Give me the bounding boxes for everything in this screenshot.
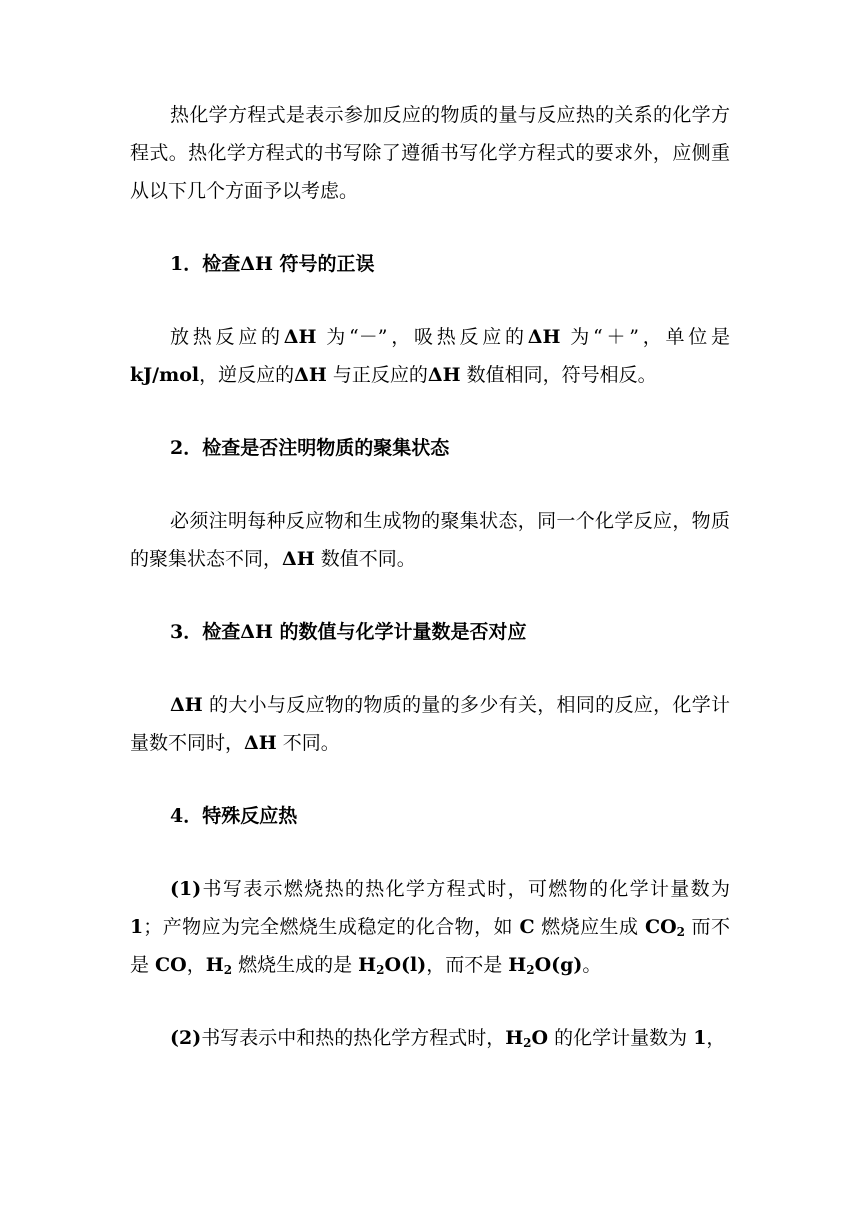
section-3-title: 检查ΔH 的数值与化学计量数是否对应 [202,621,527,643]
number-text: 1 [693,1027,707,1049]
text-run: 为“－”，吸热反应的 [316,326,528,348]
text-run: ， [706,1027,726,1049]
formula-h2o-gas [508,954,582,976]
text-run: 的大小与反应物的物质的量的多少有关，相同的反应，化学计量数不同时， [130,694,730,754]
text-run: 书写表示中和热的热化学方程式时， [201,1027,506,1049]
formula-subscript: 2 [523,1036,532,1050]
text-run: ；产物应为完全燃烧生成稳定的化合物，如 [143,916,520,938]
formula-part: O(g) [534,954,583,976]
intro-text: 热化学方程式是表示参加反应的物质的量与反应热的关系的化学方程式。热化学方程式的书写除了遵循书写化学方程式的要求外，应侧重从以下几个方面予以考虑。 [130,104,730,202]
text-run: 。 [582,954,602,976]
delta-h: ΔH [170,694,203,716]
formula-part: CO [644,916,677,938]
number-text: 1 [130,916,144,938]
section-4-number: 4． [170,805,203,827]
formula-part: H [358,954,377,976]
intro-paragraph [130,96,730,210]
formula-part: O(l) [384,954,427,976]
section-1-number: 1． [170,253,203,275]
text-run: ， [186,954,206,976]
text-run: 燃烧生成的是 [232,954,359,976]
formula-part: H [505,1027,524,1049]
delta-h: ΔH [283,326,317,348]
formula-subscript: 2 [526,963,535,977]
text-run: 为“＋”，单位是 [560,326,731,348]
formula-c: C [519,916,535,938]
delta-h: ΔH [527,326,561,348]
section-4-item-2 [130,1019,730,1057]
text-run: 不同。 [276,732,340,754]
text-run: 与正反应的 [326,364,428,386]
text-run: 的化学计量数为 [548,1027,694,1049]
formula-part: O [531,1027,549,1049]
text-run: 而不是 [130,916,730,976]
section-3-body [130,686,730,762]
text-run: 燃烧应生成 [534,916,645,938]
section-1-heading [130,245,730,283]
section-2-title: 检查是否注明物质的聚集状态 [202,437,450,459]
unit-text: kJ/mol [130,364,200,386]
delta-h: ΔH [244,732,277,754]
item-label: (1) [170,878,202,900]
text-run: 必须注明每种反应物和生成物的聚集状态，同一个化学反应，物质的聚集状态不同， [130,510,730,570]
text-run: ，逆反应的 [199,364,295,386]
delta-h: ΔH [282,548,315,570]
text-run: ，而不是 [426,954,509,976]
section-1-title: 检查ΔH 符号的正误 [202,253,375,275]
formula-part: H [508,954,527,976]
formula-h2o [505,1027,548,1049]
item-label: (2) [170,1027,202,1049]
text-run: 数值不同。 [314,548,416,570]
section-2-heading [130,429,730,467]
text-run: 书写表示燃烧热的热化学方程式时，可燃物的化学计量数为 [201,878,730,900]
text-run: 数值相同，符号相反。 [460,364,657,386]
text-run: 放热反应的 [170,326,284,348]
formula-co: CO [155,954,187,976]
formula-part: H [205,954,224,976]
section-2-number: 2． [170,437,203,459]
section-2-body [130,502,730,578]
section-4-title: 特殊反应热 [202,805,298,827]
section-4-heading [130,797,730,835]
section-1-body [130,318,730,394]
formula-h2o-liquid [358,954,426,976]
delta-h: ΔH [294,364,327,386]
delta-h: ΔH [427,364,461,386]
formula-subscript: 2 [223,963,233,977]
formula-co2 [645,916,685,938]
formula-subscript: 2 [676,925,686,939]
section-4-item-1 [130,870,730,984]
formula-h2 [206,954,232,976]
formula-subscript: 2 [376,963,385,977]
section-3-number: 3． [170,621,203,643]
section-3-heading [130,613,730,651]
document-page [130,96,730,1092]
